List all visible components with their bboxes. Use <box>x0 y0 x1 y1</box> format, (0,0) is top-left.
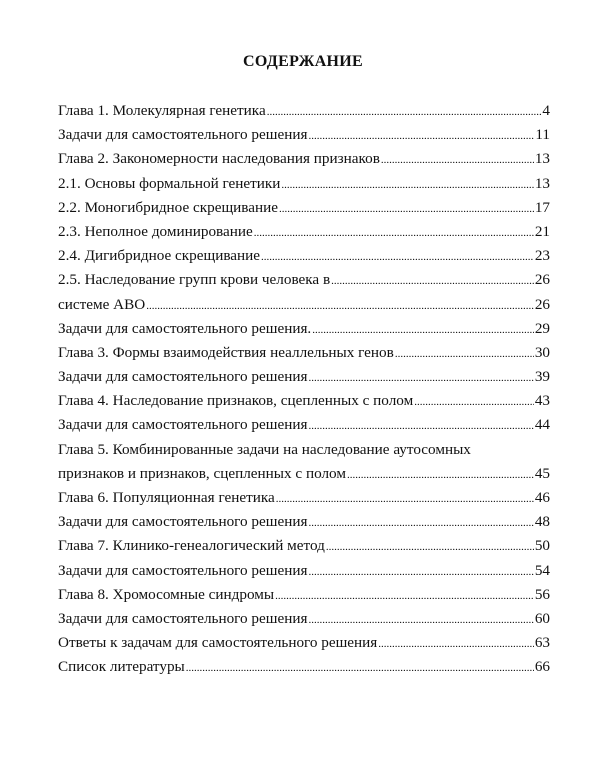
toc-entry[interactable] <box>58 147 550 171</box>
toc-page-number: 66 <box>534 658 550 676</box>
toc-entry[interactable] <box>58 486 550 510</box>
toc-page-number: 13 <box>534 174 550 192</box>
toc-entry[interactable] <box>58 172 550 196</box>
toc-entry[interactable] <box>58 389 550 413</box>
toc-page-number: 21 <box>534 222 550 240</box>
toc-entry[interactable] <box>58 655 550 679</box>
toc-entry-text: 2.3. Неполное доминирование <box>58 222 253 240</box>
toc-entry[interactable] <box>58 317 550 341</box>
toc-entry-text: Глава 6. Популяционная генетика <box>58 489 275 506</box>
toc-page-number: 54 <box>534 561 550 579</box>
toc-entry[interactable] <box>58 559 550 583</box>
toc-entry-text: Глава 3. Формы взаимодействия неаллельных генов <box>58 343 394 361</box>
toc-entry-text: Глава 7. Клинико-генеалогический метод <box>58 537 325 555</box>
toc-entry-text: 2.2. Моногибридное скрещивание <box>58 198 278 216</box>
toc-page-number: 11 <box>535 126 550 144</box>
toc-entry[interactable] <box>58 220 550 244</box>
toc-entry[interactable] <box>58 631 550 655</box>
toc-entry[interactable] <box>58 268 550 292</box>
toc-entry-text: Задачи для самостоятельного решения <box>58 561 308 579</box>
dot-leader <box>281 180 533 191</box>
toc-page-number: 45 <box>534 464 550 482</box>
dot-leader <box>347 470 534 481</box>
toc-entry[interactable] <box>58 244 550 268</box>
dot-leader <box>308 421 533 432</box>
toc-entry-text: Глава 2. Закономерности наследования признаков <box>58 150 380 168</box>
toc-entry[interactable] <box>58 196 550 220</box>
table-of-contents <box>58 99 550 680</box>
dot-leader <box>186 663 534 674</box>
toc-entry-text: 2.4. Дигибридное скрещивание <box>58 247 261 265</box>
toc-page-number: 17 <box>534 198 550 216</box>
toc-entry-text: Глава 5. Комбинированные задачи на наследование аутосомных <box>58 440 471 458</box>
dot-leader <box>275 591 534 602</box>
dot-leader <box>308 567 533 578</box>
toc-entry-text: системе АВО <box>58 295 146 313</box>
toc-page-number: 4 <box>542 102 550 119</box>
toc-entry[interactable] <box>58 293 550 317</box>
toc-entry[interactable] <box>58 438 550 462</box>
toc-page-number: 46 <box>534 489 550 506</box>
dot-leader <box>267 107 542 118</box>
toc-entry[interactable] <box>58 413 550 437</box>
toc-page-number: 39 <box>534 368 550 386</box>
toc-page-number: 23 <box>534 247 550 265</box>
dot-leader <box>261 252 534 263</box>
dot-leader <box>276 494 534 505</box>
toc-entry-text: Задачи для самостоятельного решения <box>58 416 308 434</box>
toc-entry-text: Задачи для самостоятельного решения <box>58 609 308 627</box>
toc-entry[interactable] <box>58 534 550 558</box>
toc-entry-text: Глава 8. Хромосомные синдромы <box>58 585 275 603</box>
toc-entry-text: Глава 1. Молекулярная генетика <box>58 102 266 119</box>
toc-page-number: 13 <box>534 150 550 168</box>
dot-leader <box>279 204 534 215</box>
dot-leader <box>331 276 534 287</box>
toc-page-number: 44 <box>534 416 550 434</box>
toc-entry-text: Задачи для самостоятельного решения. <box>58 319 312 337</box>
toc-entry-text: Список литературы <box>58 658 185 676</box>
toc-page-number: 43 <box>534 392 550 410</box>
toc-page-number: 50 <box>534 537 550 555</box>
toc-entry-text: Ответы к задачам для самостоятельного решения <box>58 634 378 652</box>
dot-leader <box>308 373 533 384</box>
toc-entry-text: Задачи для самостоятельного решения <box>58 126 308 144</box>
toc-page-number: 60 <box>534 609 550 627</box>
toc-entry[interactable] <box>58 607 550 631</box>
toc-page-number: 30 <box>534 343 550 361</box>
dot-leader <box>378 639 534 650</box>
dot-leader <box>414 397 534 408</box>
toc-page-number: 56 <box>534 585 550 603</box>
page-title: СОДЕРЖАНИЕ <box>242 53 364 70</box>
toc-page-number: 26 <box>534 295 550 313</box>
toc-page-number: 29 <box>534 319 550 337</box>
toc-entry[interactable] <box>58 583 550 607</box>
toc-entry[interactable] <box>58 99 550 123</box>
dot-leader <box>146 301 534 312</box>
dot-leader <box>308 131 534 142</box>
dot-leader <box>326 542 534 553</box>
toc-entry[interactable] <box>58 341 550 365</box>
dot-leader <box>381 155 534 166</box>
toc-page-number: 63 <box>534 634 550 652</box>
toc-entry-text: 2.5. Наследование групп крови человека в <box>58 271 331 289</box>
toc-entry[interactable] <box>58 510 550 534</box>
toc-entry[interactable] <box>58 462 550 486</box>
dot-leader <box>312 325 534 336</box>
toc-entry-text: признаков и признаков, сцепленных с полом <box>58 464 346 482</box>
dot-leader <box>308 518 533 529</box>
toc-entry[interactable] <box>58 365 550 389</box>
toc-entry[interactable] <box>58 123 550 147</box>
toc-page-number: 48 <box>534 513 550 531</box>
dot-leader <box>395 349 534 360</box>
toc-entry-text: Глава 4. Наследование признаков, сцепленных с полом <box>58 392 414 410</box>
dot-leader <box>308 615 533 626</box>
toc-entry-text: Задачи для самостоятельного решения <box>58 368 308 386</box>
toc-entry-text: 2.1. Основы формальной генетики <box>58 174 281 192</box>
dot-leader <box>254 228 534 239</box>
toc-page-number: 26 <box>534 271 550 289</box>
toc-entry-text: Задачи для самостоятельного решения <box>58 513 308 531</box>
